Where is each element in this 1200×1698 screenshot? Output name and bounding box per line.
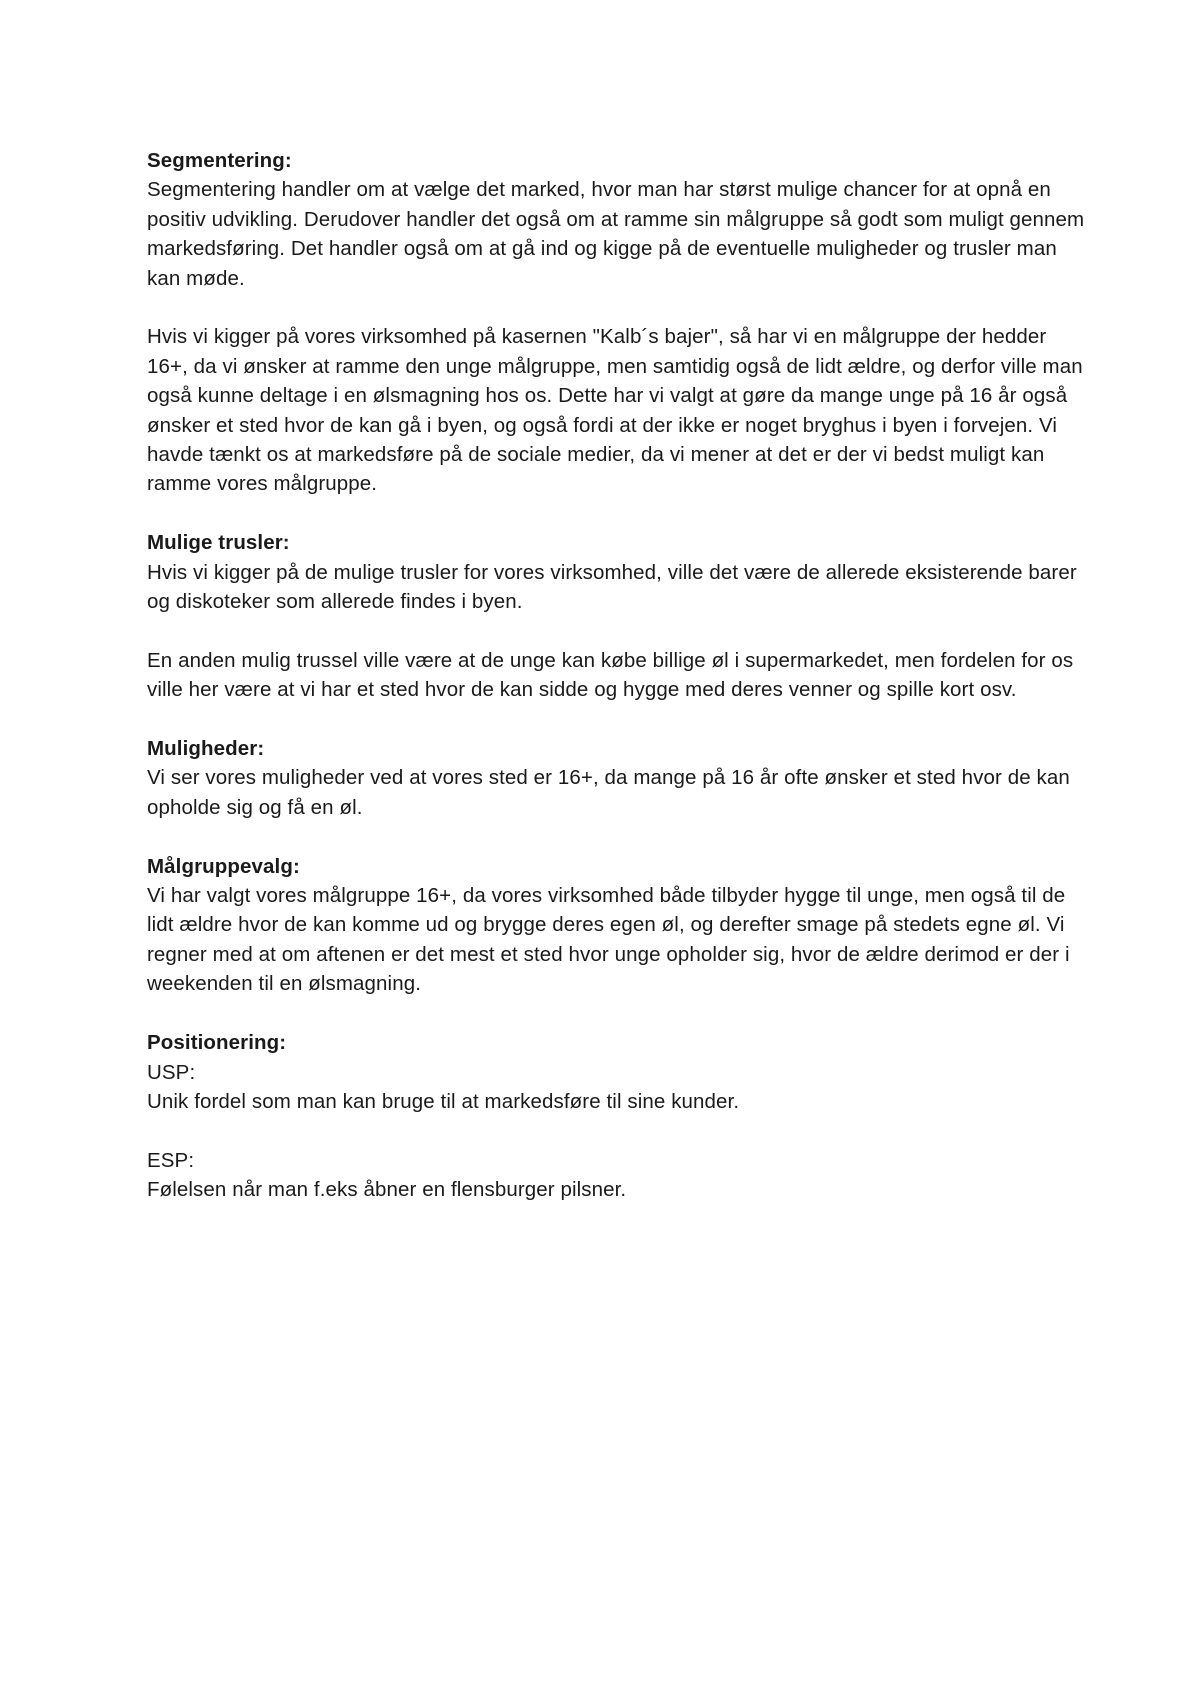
heading-positionering: Positionering:	[147, 1031, 287, 1055]
spacer	[147, 616, 1087, 645]
esp-label: ESP:	[147, 1148, 195, 1172]
spacer	[147, 1116, 1087, 1145]
spacer	[147, 293, 1087, 322]
document-body	[147, 146, 1087, 1205]
spacer	[147, 822, 1087, 851]
esp-text: Følelsen når man f.eks åbner en flensburger pilsner.	[147, 1178, 627, 1202]
spacer	[147, 705, 1087, 734]
usp-label: USP:	[147, 1060, 196, 1084]
heading-segmentering: Segmentering:	[147, 149, 292, 172]
spacer	[147, 499, 1087, 528]
paragraph-muligheder: Vi ser vores muligheder ved at vores sted er 16+, da mange på 16 år ofte ønsker et sted hvor de kan opholde sig og få en øl.	[147, 766, 1070, 819]
paragraph-segmentering-definition: Segmentering handler om at vælge det marked, hvor man har størst mulige chancer for at opnå en positiv udvikling. Derudover handler det også om at ramme sin målgruppe så godt som muligt gennem markedsføring. Det handler også om at gå ind og kigge på de eventuelle muligheder og trusler man kan møde.	[147, 178, 1085, 290]
paragraph-trusler-supermarket: En anden mulig trussel ville være at de unge kan købe billige øl i supermarkedet, men fordelen for os ville her være at vi har et sted hvor de kan sidde og hygge med deres venner og spille kort osv.	[147, 648, 1074, 702]
heading-maalgruppevalg: Målgruppevalg:	[147, 854, 300, 878]
heading-trusler: Mulige trusler:	[147, 531, 290, 555]
heading-muligheder: Muligheder:	[147, 737, 265, 761]
paragraph-segmentering-company: Hvis vi kigger på vores virksomhed på kasernen "Kalb´s bajer", så har vi en målgruppe der hedder 16+, da vi ønsker at ramme den unge målgruppe, men samtidig også de lidt ældre, og derfor ville man også kunne deltage i en ølsmagning hos os. Dette har vi valgt at gøre da mange unge på 16 år også ønsker et sted hvor de kan gå i byen, og også fordi at der ikke er noget bryghus i byen i forvejen. Vi havde tænkt os at markedsføre på de sociale medier, da vi mener at det er der vi bedst muligt kan ramme vores målgruppe.	[147, 325, 1083, 496]
usp-text: Unik fordel som man kan bruge til at markedsføre til sine kunder.	[147, 1089, 740, 1113]
paragraph-maalgruppevalg: Vi har valgt vores målgruppe 16+, da vores virksomhed både tilbyder hygge til unge, men også til de lidt ældre hvor de kan komme ud og brygge deres egen øl, og derefter smage på stedets egne øl. Vi regner med at om aftenen er det mest et sted hvor unge opholder sig, hvor de ældre derimod er der i weekenden til en ølsmagning.	[147, 884, 1070, 996]
spacer	[147, 999, 1087, 1028]
paragraph-trusler-bars: Hvis vi kigger på de mulige trusler for vores virksomhed, ville det være de allerede eksisterende barer og diskoteker som allerede findes i byen.	[147, 560, 1077, 614]
